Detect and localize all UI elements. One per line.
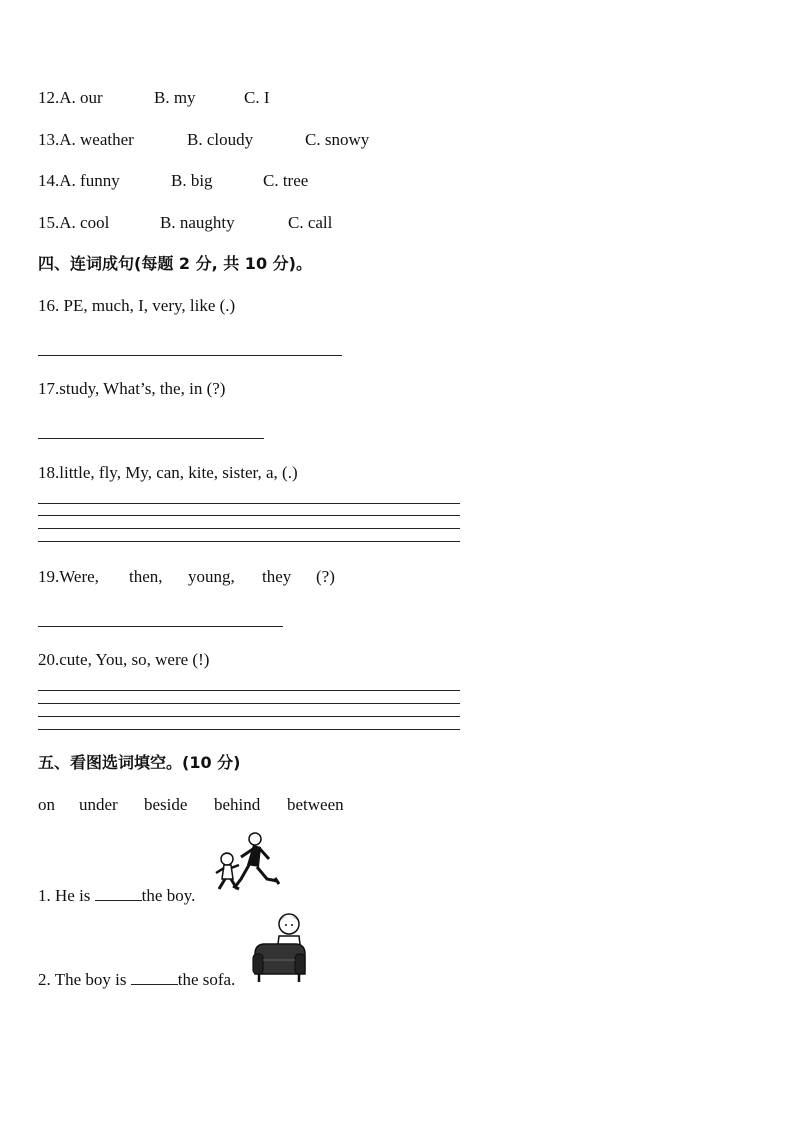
answer-line-18-d[interactable] [38, 541, 460, 542]
option-c: C. call [288, 213, 333, 232]
option-a: A. weather [59, 130, 134, 149]
word-bank-on: on [38, 795, 55, 814]
answer-line-18-b[interactable] [38, 515, 460, 516]
question-16: 16. PE, much, I, very, like (.) [38, 296, 236, 315]
option-b: B. my [154, 88, 196, 107]
option-b: B. naughty [160, 213, 235, 232]
word: (?) [316, 567, 335, 586]
question-17: 17.study, What’s, the, in (?) [38, 379, 226, 398]
option-c: C. snowy [305, 130, 370, 149]
option-a: A. our [59, 88, 103, 107]
answer-line-18-a[interactable] [38, 503, 460, 504]
word-bank-under: under [79, 795, 118, 814]
blank-field-1[interactable] [95, 886, 142, 901]
word-bank-behind: behind [214, 795, 261, 814]
sentence-end: the sofa. [177, 970, 236, 989]
answer-line-20-d[interactable] [38, 729, 460, 730]
answer-line-19[interactable] [38, 626, 283, 627]
word: they [262, 567, 292, 586]
word: young, [188, 567, 235, 586]
question-15 [38, 213, 109, 233]
question-13 [38, 130, 134, 150]
section-5-title: 五、看图选词填空。(10 分) [38, 753, 241, 772]
option-a: A. funny [59, 171, 120, 190]
question-19 [38, 567, 99, 587]
picture-question-2 [38, 970, 235, 990]
boy-behind-sofa-illustration [251, 910, 307, 984]
word-bank-between: between [287, 795, 344, 814]
option-c: C. I [244, 88, 270, 107]
question-14 [38, 171, 120, 191]
word: Were, [59, 567, 99, 586]
word: then, [129, 567, 163, 586]
option-b: B. big [171, 171, 213, 190]
answer-line-20-b[interactable] [38, 703, 460, 704]
question-number: 15. [38, 213, 60, 232]
answer-line-20-c[interactable] [38, 716, 460, 717]
question-number: 13. [38, 130, 60, 149]
option-b: B. cloudy [187, 130, 254, 149]
answer-line-18-c[interactable] [38, 528, 460, 529]
question-number: 19. [38, 567, 60, 586]
picture-question-1 [38, 886, 195, 906]
question-number: 12. [38, 88, 60, 107]
sentence-start: 1. He is [38, 886, 95, 905]
option-c: C. tree [263, 171, 309, 190]
sentence-start: 2. The boy is [38, 970, 131, 989]
answer-line-17[interactable] [38, 438, 264, 439]
section-4-title: 四、连词成句(每题 2 分, 共 10 分)。 [38, 254, 312, 273]
sentence-end: the boy. [141, 886, 196, 905]
question-20: 20.cute, You, so, were (!) [38, 650, 210, 669]
answer-line-16[interactable] [38, 355, 342, 356]
question-18: 18.little, fly, My, can, kite, sister, a, (.) [38, 463, 298, 482]
word-bank-beside: beside [144, 795, 188, 814]
blank-field-2[interactable] [131, 970, 178, 985]
answer-line-20-a[interactable] [38, 690, 460, 691]
question-12 [38, 88, 103, 108]
option-a: A. cool [59, 213, 110, 232]
running-man-and-boy-illustration [211, 829, 283, 901]
question-number: 14. [38, 171, 60, 190]
